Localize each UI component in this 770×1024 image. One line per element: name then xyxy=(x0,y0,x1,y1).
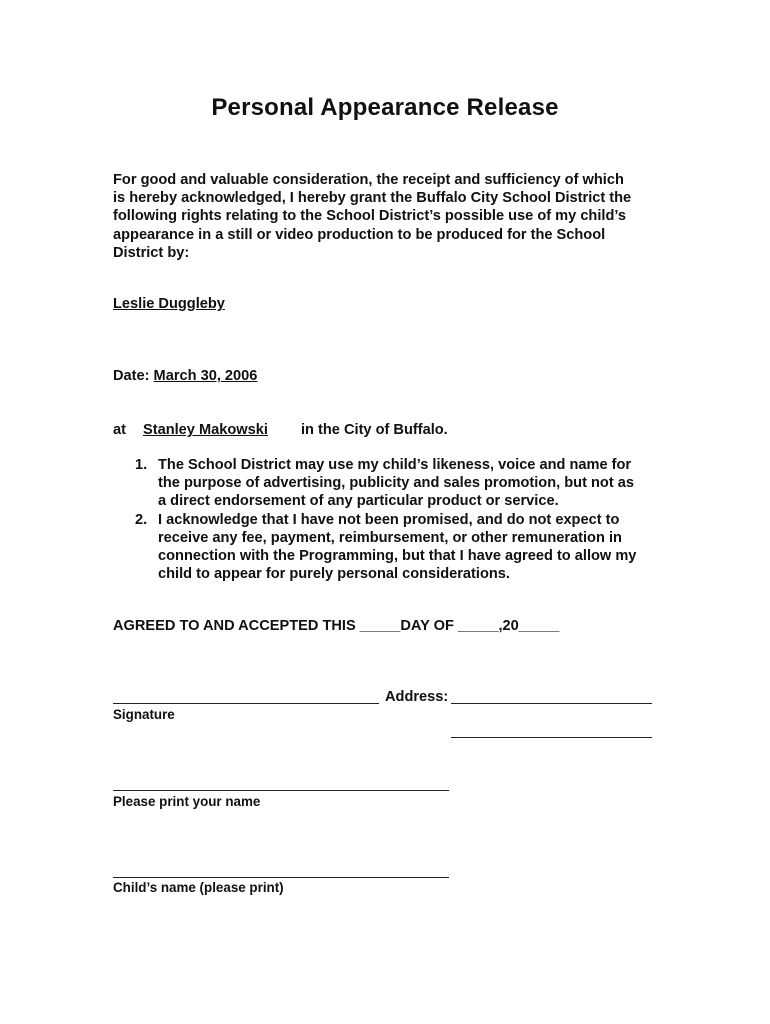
print-name-label: Please print your name xyxy=(113,794,261,809)
child-name-label: Child’s name (please print) xyxy=(113,880,284,895)
item-line: The School District may use my child’s likeness, voice and name for xyxy=(158,457,632,473)
date-value: March 30, 2006 xyxy=(153,368,258,384)
address-line-2 xyxy=(451,737,652,738)
address-label: Address: xyxy=(385,689,449,705)
list-item xyxy=(135,511,675,584)
agreement-line: AGREED TO AND ACCEPTED THIS _____DAY OF _____,20_____ xyxy=(113,618,560,634)
location-name: Stanley Makowski xyxy=(143,422,268,438)
item-line: I acknowledge that I have not been promised, and do not expect to xyxy=(158,511,620,528)
item-line: receive any fee, payment, reimbursement, or other remuneration in xyxy=(158,529,622,546)
print-name-line xyxy=(113,790,449,791)
intro-line: following rights relating to the School District’s possible use of my child’s xyxy=(113,208,627,225)
date-line xyxy=(113,368,257,384)
city-text: in the City of Buffalo. xyxy=(301,422,448,438)
child-name-line xyxy=(113,877,449,878)
address-line-1 xyxy=(451,703,652,704)
intro-line: District by: xyxy=(113,244,190,261)
signature-line xyxy=(113,703,379,704)
signature-label: Signature xyxy=(113,707,175,722)
intro-line: is hereby acknowledged, I hereby grant the Buffalo City School District the xyxy=(113,190,632,207)
at-label: at xyxy=(113,422,126,438)
item-line: connection with the Programming, but that I have agreed to allow my xyxy=(158,548,637,565)
item-number: 2. xyxy=(135,511,148,528)
date-label: Date: xyxy=(113,368,154,384)
intro-paragraph xyxy=(113,171,673,262)
item-line: the purpose of advertising, publicity and sales promotion, but not as xyxy=(158,475,634,492)
item-line: child to appear for purely personal considerations. xyxy=(158,566,510,583)
document-title: Personal Appearance Release xyxy=(211,94,559,121)
producer-name: Leslie Duggleby xyxy=(113,296,225,312)
intro-line: For good and valuable consideration, the receipt and sufficiency of which xyxy=(113,172,624,188)
item-number: 1. xyxy=(135,457,148,473)
terms-list xyxy=(135,456,675,583)
item-line: a direct endorsement of any particular product or service. xyxy=(158,493,559,510)
list-item xyxy=(135,456,675,511)
intro-line: appearance in a still or video production to be produced for the School xyxy=(113,226,606,243)
